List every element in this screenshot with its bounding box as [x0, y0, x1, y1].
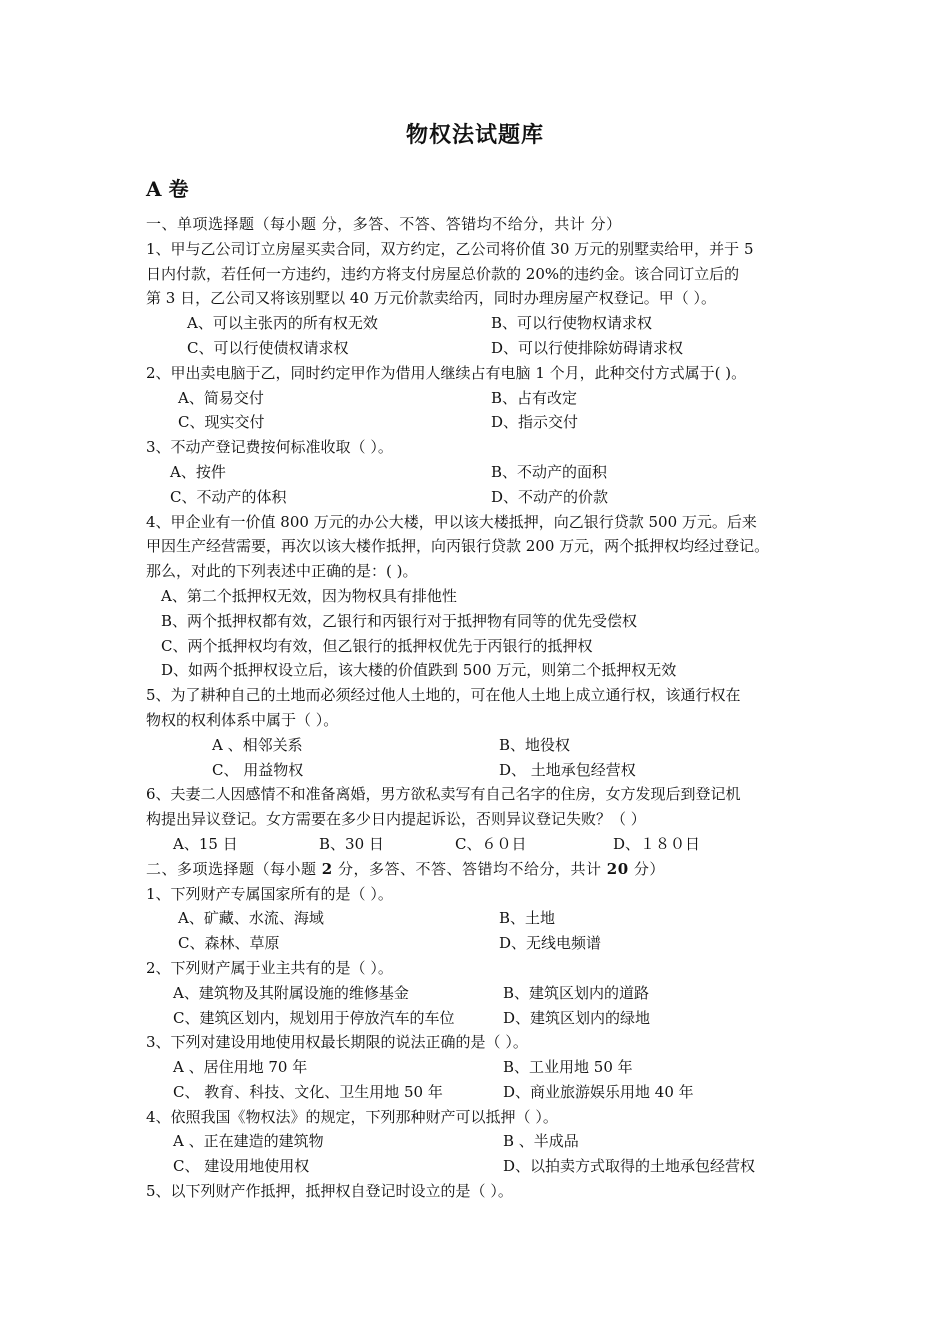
- total-points: 20: [606, 859, 629, 878]
- option-b: B、30 日: [319, 834, 384, 853]
- section-heading-text: 分，多答、不答、答错均不给分，共计: [332, 859, 607, 878]
- question-stem-line: 2、甲出卖电脑于乙，同时约定甲作为借用人继续占有电脑 1 个月，此种交付方式属于( )。: [146, 363, 747, 382]
- option-row: [146, 1080, 814, 1105]
- option-d: D、商业旅游娱乐用地 40 年: [503, 1082, 694, 1101]
- option-b: B、建筑区划内的道路: [503, 983, 650, 1002]
- option-d: D、 土地承包经营权: [499, 760, 636, 779]
- question-stem-line: 构提出异议登记。女方需要在多少日内提起诉讼，否则异议登记失败？（ ）: [146, 810, 646, 829]
- option-a: A、按件: [170, 462, 226, 481]
- option-b: B、两个抵押权都有效，乙银行和丙银行对于抵押物有同等的优先受偿权: [161, 611, 638, 630]
- option-a: A、第二个抵押权无效，因为物权具有排他性: [161, 586, 457, 605]
- option-c: C、不动产的体积: [170, 487, 287, 506]
- question-stem-line: 1、下列财产专属国家所有的是（ ）。: [146, 884, 393, 903]
- option-c: C、 建设用地使用权: [173, 1157, 310, 1176]
- option-c: C、现实交付: [178, 413, 265, 432]
- option-row: [146, 1154, 814, 1179]
- option-row: [146, 733, 814, 758]
- option-row: [146, 658, 814, 683]
- option-a: A、15 日: [173, 834, 238, 853]
- option-c: C、建筑区划内，规划用于停放汽车的车位: [173, 1008, 455, 1027]
- option-b: B 、半成品: [503, 1132, 579, 1151]
- option-a: A、建筑物及其附属设施的维修基金: [173, 983, 409, 1002]
- section-heading-text: 分）: [628, 859, 665, 878]
- option-d: D、不动产的价款: [491, 487, 609, 506]
- question-stem-line: 那么，对此的下列表述中正确的是：( )。: [146, 562, 418, 581]
- option-row: [146, 410, 814, 435]
- option-c: C、６０日: [455, 834, 527, 853]
- option-a: A、矿藏、水流、海域: [178, 909, 324, 928]
- option-a: A 、居住用地 70 年: [173, 1058, 308, 1077]
- section-heading-text: 二、多项选择题（每小题: [146, 859, 322, 878]
- option-row: [146, 336, 814, 361]
- question-stem-line: 5、以下列财产作抵押，抵押权自登记时设立的是（ ）。: [146, 1182, 513, 1201]
- option-row: [146, 981, 814, 1006]
- option-d: D、建筑区划内的绿地: [503, 1008, 651, 1027]
- option-a: A 、正在建造的建筑物: [173, 1132, 324, 1151]
- option-d: D、以拍卖方式取得的土地承包经营权: [503, 1157, 756, 1176]
- option-c: C、可以行使债权请求权: [187, 338, 349, 357]
- option-row: [146, 485, 814, 510]
- option-row: [146, 386, 814, 411]
- points-per-question: 2: [321, 859, 333, 878]
- question-stem-line: 3、下列对建设用地使用权最长期限的说法正确的是（ ）。: [146, 1033, 528, 1052]
- option-row: [146, 931, 814, 956]
- option-a: A、简易交付: [178, 388, 264, 407]
- option-row: [146, 758, 814, 783]
- question-stem-line: 甲因生产经营需要，再次以该大楼作抵押，向丙银行贷款 200 万元，两个抵押权均经过登记。: [146, 537, 770, 556]
- option-b: B、工业用地 50 年: [503, 1058, 633, 1077]
- question-stem-line: 2、下列财产属于业主共有的是（ ）。: [146, 958, 393, 977]
- question-stem-line: 4、依照我国《物权法》的规定，下列那种财产可以抵押（ ）。: [146, 1107, 558, 1126]
- question-stem-line: 1、甲与乙公司订立房屋买卖合同，双方约定，乙公司将价值 30 万元的别墅卖给甲，并于 5: [146, 239, 754, 258]
- option-row: [146, 634, 814, 659]
- option-d: D、可以行使排除妨碍请求权: [491, 338, 684, 357]
- option-row: [146, 1129, 814, 1154]
- option-row: [146, 906, 814, 931]
- option-b: B、土地: [499, 909, 556, 928]
- option-d: D、无线电频谱: [499, 934, 602, 953]
- option-row: [146, 311, 814, 336]
- question-stem-line: 3、不动产登记费按何标准收取（ ）。: [146, 438, 393, 457]
- option-row: [146, 1055, 814, 1080]
- option-c: C、 用益物权: [212, 760, 304, 779]
- option-d: D、如两个抵押权设立后，该大楼的价值跌到 500 万元，则第二个抵押权无效: [161, 661, 677, 680]
- paper-label: A 卷: [146, 177, 189, 201]
- question-stem-line: 6、夫妻二人因感情不和准备离婚，男方欲私卖写有自己名字的住房，女方发现后到登记机: [146, 785, 741, 804]
- question-stem-line: 日内付款，若任何一方违约，违约方将支付房屋总价款的 20%的违约金。该合同订立后的: [146, 264, 740, 283]
- document-body: [146, 212, 814, 1204]
- option-d: D、１８０日: [613, 834, 701, 853]
- option-c: C、森林、草原: [178, 934, 280, 953]
- option-b: B、占有改定: [491, 388, 578, 407]
- document-title: 物权法试题库: [405, 123, 544, 148]
- option-c: C、 教育、科技、文化、卫生用地 50 年: [173, 1082, 443, 1101]
- option-b: B、可以行使物权请求权: [491, 314, 653, 333]
- section-heading: 一、单项选择题（每小题 分，多答、不答、答错均不给分，共计 分）: [146, 215, 622, 233]
- option-b: B、不动产的面积: [491, 462, 608, 481]
- option-row: [146, 832, 814, 857]
- question-stem-line: 4、甲企业有一价值 800 万元的办公大楼，甲以该大楼抵押，向乙银行贷款 500 万元。后来: [146, 512, 757, 531]
- section-heading: [146, 857, 814, 882]
- option-c: C、两个抵押权均有效，但乙银行的抵押权优先于丙银行的抵押权: [161, 636, 593, 655]
- option-row: [146, 609, 814, 634]
- option-a: A 、相邻关系: [212, 735, 303, 754]
- question-stem-line: 5、为了耕种自己的土地而必须经过他人土地的，可在他人土地上成立通行权，该通行权在: [146, 686, 741, 705]
- option-row: [146, 460, 814, 485]
- question-stem-line: 物权的权利体系中属于（ ）。: [146, 710, 339, 729]
- option-row: [146, 584, 814, 609]
- option-b: B、地役权: [499, 735, 571, 754]
- option-row: [146, 1006, 814, 1031]
- option-a: A、可以主张丙的所有权无效: [187, 314, 378, 333]
- question-stem-line: 第 3 日，乙公司又将该别墅以 40 万元价款卖给丙，同时办理房屋产权登记。甲（ ）。: [146, 289, 716, 308]
- option-d: D、指示交付: [491, 413, 579, 432]
